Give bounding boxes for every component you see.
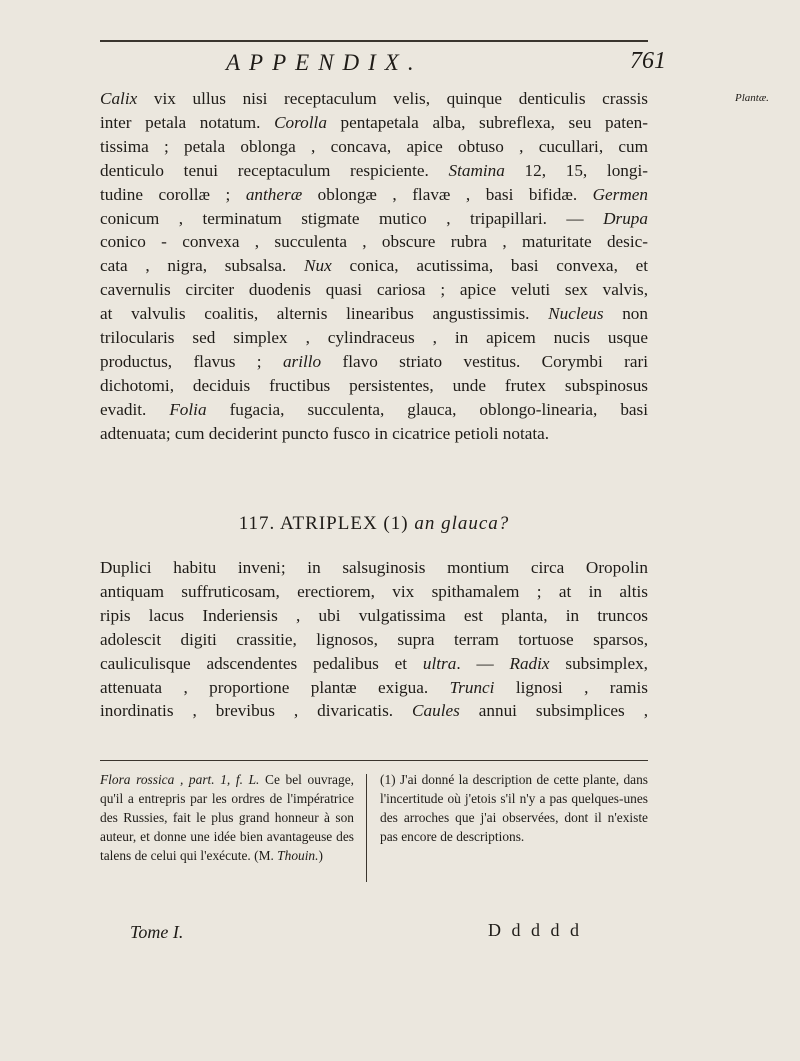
text-line <box>100 580 648 604</box>
text-segment: . — <box>456 653 510 673</box>
text-line <box>100 699 648 723</box>
text-segment: pentapetala alba, subreflexa, seu paten- <box>326 112 648 132</box>
text-segment: dichotomi, deciduis fructibus persistentes, unde frutex subspinosus <box>100 375 648 395</box>
text-segment: Duplici habitu inveni; in salsuginosis montium circa Oropolin <box>100 558 648 577</box>
text-segment: ripis lacus Inderiensis , ubi vulgatissima est planta, in truncos <box>100 605 648 625</box>
botanical-term: Radix <box>509 653 550 673</box>
text-segment: annui subsimplices , <box>459 701 648 721</box>
botanical-term: Drupa <box>603 208 648 228</box>
footnote-rule <box>100 760 648 761</box>
text-segment: evadit. <box>100 399 170 419</box>
paragraph-habitat <box>100 556 648 723</box>
text-line <box>100 278 648 302</box>
text-segment: adtenuata; cum deciderint puncto fusco in cicatrice petioli notata. <box>100 423 550 443</box>
text-segment: denticulo tenui receptaculum respiciente. <box>100 160 449 180</box>
section-heading <box>100 513 648 535</box>
footnote-divider <box>366 774 367 882</box>
section-number: 117. <box>238 513 276 534</box>
text-segment: conicum , terminatum stigmate mutico , tripapillari. — <box>100 208 604 228</box>
footnote-left <box>100 770 354 865</box>
species-qualifier: an glauca? <box>414 513 510 534</box>
text-segment: 12, 15, longi- <box>504 160 648 180</box>
text-segment: attenuata , proportione plantæ exigua. <box>100 677 450 697</box>
text-line <box>100 628 648 652</box>
text-line <box>100 254 648 278</box>
footnote-left-text: Ce bel ouvrage, qu'il a entrepris par les ordres de l'impératrice des Russies, fait le plus grand honneur à son auteur, et donne une idée bien avantageuse des talens de celui qui l'exécute. (M. <box>100 772 354 863</box>
botanical-term: Caules <box>412 701 460 721</box>
botanical-term: ultra <box>422 653 457 673</box>
text-segment: tissima ; petala oblonga , concava, apice obtuso , cucullari, cum <box>100 136 648 156</box>
footnote-ref: (1) <box>383 513 409 534</box>
botanical-term: Folia <box>169 399 207 419</box>
text-line <box>100 207 648 231</box>
botanical-term: Calix <box>100 89 138 108</box>
text-segment: antiquam suffruticosam, erectiorem, vix spithamalem ; at in altis <box>100 581 648 601</box>
text-segment: oblongæ , flavæ , basi bifidæ. <box>302 184 593 204</box>
running-header <box>226 46 666 86</box>
text-segment: cauliculisque adscendentes pedalibus et <box>100 653 423 673</box>
text-segment: vix ullus nisi receptaculum velis, quinque denticulis crassis <box>137 89 648 108</box>
text-segment: productus, flavus ; <box>100 351 283 371</box>
text-segment: flavo striato vestitus. Corymbi rari <box>321 351 648 371</box>
text-line <box>100 652 648 676</box>
text-segment: at valvulis coalitis, alternis linearibus angustissimis. <box>100 304 549 324</box>
text-segment: subsimplex, <box>549 653 648 673</box>
footnote-left-close: ) <box>318 848 323 863</box>
text-segment: inter petala notatum. <box>100 112 275 132</box>
text-line <box>100 159 648 183</box>
running-title: APPENDIX. <box>226 50 423 75</box>
text-segment: conica, acutissima, basi convexa, et <box>331 256 648 276</box>
botanical-term: Trunci <box>449 677 495 697</box>
text-line <box>100 350 648 374</box>
text-line <box>100 604 648 628</box>
text-line <box>100 676 648 700</box>
paragraph-description <box>100 87 648 446</box>
text-line <box>100 398 648 422</box>
genus-name: ATRIPLEX <box>279 513 378 534</box>
text-line <box>100 135 648 159</box>
tome-label: Tome I. <box>130 922 184 942</box>
text-segment: cata , nigra, subsalsa. <box>100 256 305 276</box>
footnote-left-reference: Flora rossica , part. 1, f. L. <box>100 772 260 787</box>
botanical-term: Corolla <box>274 112 327 132</box>
text-line <box>100 87 648 111</box>
text-line <box>100 111 648 135</box>
text-segment: cavernulis circiter duodenis quasi cariosa ; apice veluti sex valvis, <box>100 280 648 300</box>
text-segment: tudine corollæ ; <box>100 184 246 204</box>
botanical-term: Germen <box>592 184 648 204</box>
text-segment: fugacia, succulenta, glauca, oblongo-linearia, basi <box>206 399 648 419</box>
text-line <box>100 230 648 254</box>
botanical-term: antheræ <box>245 184 303 204</box>
text-segment: inordinatis , brevibus , divaricatis. <box>100 701 413 721</box>
signature-mark: D d d d d <box>488 920 582 940</box>
text-segment: trilocularis sed simplex , cylindraceus , in apicem nucis usque <box>100 328 648 348</box>
header-rule <box>100 40 648 42</box>
text-line <box>100 556 648 580</box>
text-line <box>100 374 648 398</box>
botanical-term: Nucleus <box>548 304 604 324</box>
footnote-right: (1) J'ai donné la description de cette plante, dans l'incertitude où j'etois s'il n'y a pas quelques-unes des arroches que j'ai observées, dont il n'existe pas encore de descriptions. <box>380 772 648 844</box>
text-segment: non <box>603 304 648 324</box>
footnote-left-author: Thouin. <box>277 848 319 863</box>
text-line <box>100 326 648 350</box>
botanical-term: arillo <box>282 351 322 371</box>
text-segment: adolescit digiti crassitie, lignosos, supra terram tortuose sparsos, <box>100 629 648 649</box>
text-line <box>100 302 648 326</box>
botanical-term: Nux <box>304 256 332 276</box>
page-number: 761 <box>630 48 666 74</box>
text-segment: lignosi , ramis <box>494 677 648 697</box>
text-line <box>100 183 648 207</box>
text-line <box>100 422 648 446</box>
margin-note: Plantæ. <box>735 92 769 104</box>
text-segment: conico - convexa , succulenta , obscure rubra , maturitate desic- <box>100 232 648 252</box>
botanical-term: Stamina <box>448 160 505 180</box>
footnotes <box>100 770 648 910</box>
